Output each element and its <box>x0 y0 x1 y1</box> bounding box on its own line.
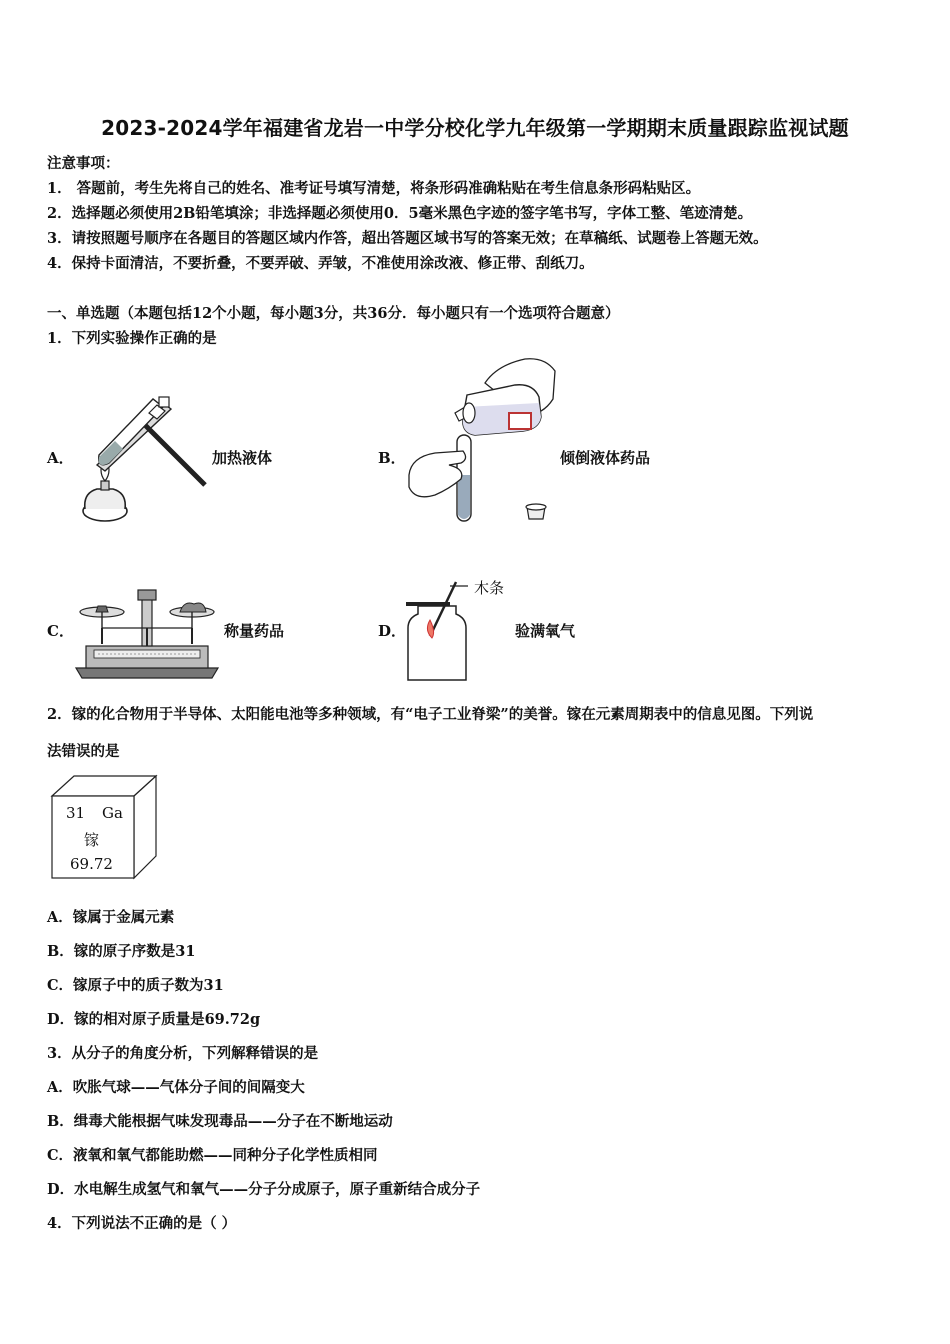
splint-annotation: 木条 <box>474 579 505 597</box>
q3-option-a: A．吹胀气球——气体分子间的间隔变大 <box>47 1079 305 1096</box>
question-4-stem: 4．下列说法不正确的是（ ） <box>47 1215 237 1232</box>
notice-item: 4．保持卡面清洁，不要折叠，不要弄破、弄皱，不准使用涂改液、修正带、刮纸刀。 <box>47 255 594 272</box>
q1-option-a-label: A． <box>47 449 74 467</box>
notice-item: 2．选择题必须使用2B铅笔填涂；非选择题必须使用0．5毫米黑色字迹的签字笔书写，字体工整、笔迹清楚。 <box>47 205 753 222</box>
q2-option-b: B．镓的原子序数是31 <box>47 943 196 960</box>
q1-option-a-caption: 加热液体 <box>212 449 273 467</box>
element-atomic-number: 31 <box>66 804 86 822</box>
q1-option-b-label: B． <box>378 449 406 467</box>
q1-option-c-caption: 称量药品 <box>224 622 285 640</box>
oxygen-full-check-illustration <box>400 572 475 684</box>
q2-option-c: C．镓原子中的质子数为31 <box>47 977 224 994</box>
notice-heading: 注意事项： <box>47 155 120 172</box>
question-3-stem: 3．从分子的角度分析，下列解释错误的是 <box>47 1045 319 1062</box>
q2-option-d: D．镓的相对原子质量是69.72g <box>47 1011 261 1028</box>
question-2-stem-cont: 法错误的是 <box>47 743 120 760</box>
page-title: 2023-2024学年福建省龙岩一中学分校化学九年级第一学期期末质量跟踪监视试题 <box>101 116 849 140</box>
q1-option-d-label: D． <box>378 622 407 640</box>
q3-option-b: B．缉毒犬能根据气味发现毒品——分子在不断地运动 <box>47 1113 393 1130</box>
q1-option-c-label: C． <box>47 622 74 640</box>
section-heading: 一、单选题（本题包括12个小题，每小题3分，共36分．每小题只有一个选项符合题意） <box>47 305 620 322</box>
pouring-liquid-illustration <box>405 355 565 530</box>
notice-item: 3．请按照题号顺序在各题目的答题区域内作答，超出答题区域书写的答案无效；在草稿纸、试题卷上答题无效。 <box>47 230 768 247</box>
balance-scale-illustration <box>72 588 222 680</box>
q1-option-b-caption: 倾倒液体药品 <box>560 449 651 467</box>
question-2-stem: 2．镓的化合物用于半导体、太阳能电池等多种领域，有“电子工业脊梁”的美誉。镓在元素周期表中的信息见图。下列说 <box>47 706 814 723</box>
q3-option-d: D．水电解生成氢气和氧气——分子分成原子，原子重新结合成分子 <box>47 1181 481 1198</box>
q1-option-d-caption: 验满氧气 <box>515 622 576 640</box>
element-name: 镓 <box>84 831 100 849</box>
element-symbol: Ga <box>102 804 123 822</box>
q3-option-c: C．液氧和氧气都能助燃——同种分子化学性质相同 <box>47 1147 378 1164</box>
q2-option-a: A．镓属于金属元素 <box>47 909 175 926</box>
notice-item: 1． 答题前，考生先将自己的姓名、准考证号填写清楚，将条形码准确粘贴在考生信息条形码粘贴区。 <box>47 180 701 197</box>
heating-liquid-illustration <box>75 395 210 527</box>
element-mass: 69.72 <box>70 855 113 873</box>
question-1-stem: 1．下列实验操作正确的是 <box>47 330 217 347</box>
